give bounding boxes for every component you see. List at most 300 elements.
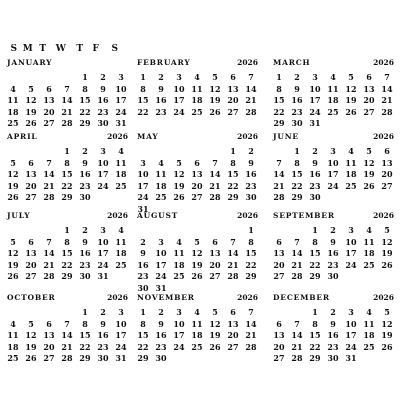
day-cell: 17: [115, 95, 127, 105]
day-cell: 15: [61, 169, 73, 179]
day-cell: 10: [97, 236, 109, 247]
day-cell: 14: [61, 330, 73, 340]
day-cell: 17: [173, 95, 185, 105]
day-cell: 6: [194, 157, 200, 168]
day-cell: 19: [25, 106, 37, 117]
day-cell: 23: [155, 341, 167, 352]
day-cell: 13: [273, 248, 285, 258]
day-cell: 21: [245, 330, 257, 340]
day-cell: 3: [158, 236, 164, 247]
day-cell: 17: [345, 330, 357, 340]
month-december: [271, 293, 396, 373]
month-january: [5, 58, 130, 138]
day-cell: 25: [191, 341, 203, 352]
day-cell: 23: [79, 180, 91, 191]
month-header: [271, 132, 396, 144]
day-cell: 29: [309, 353, 321, 363]
day-cell: 30: [97, 353, 109, 363]
day-cell: 22: [79, 341, 91, 352]
day-cell: 10: [309, 83, 321, 94]
day-cell: 14: [291, 330, 303, 340]
month-header: [5, 58, 130, 70]
day-cell: 13: [43, 95, 55, 105]
day-cell: 4: [118, 225, 124, 235]
day-cell: 29: [245, 271, 257, 281]
day-cell: 24: [345, 341, 357, 352]
day-cell: 10: [137, 169, 149, 179]
day-cell: 29: [309, 271, 321, 281]
day-cell: 14: [61, 95, 73, 105]
day-cell: 6: [366, 72, 372, 82]
day-cell: 22: [309, 259, 321, 270]
day-cell: 20: [43, 106, 55, 117]
day-cell: 6: [46, 83, 52, 94]
day-cell: 23: [155, 106, 167, 117]
day-cell: 18: [191, 95, 203, 105]
month-name: MAY: [137, 132, 159, 141]
day-cell: 2: [158, 72, 164, 82]
day-cell: 24: [327, 180, 339, 191]
day-cell: 11: [191, 318, 203, 329]
day-cell: 1: [230, 146, 236, 156]
day-cell: 26: [345, 106, 357, 117]
day-cell: 12: [25, 95, 37, 105]
day-cell: 29: [79, 353, 91, 363]
day-cell: 4: [330, 72, 336, 82]
day-cell: 25: [155, 192, 167, 202]
month-june: [271, 132, 396, 212]
day-cell: 6: [230, 72, 236, 82]
day-cell: 19: [7, 180, 19, 191]
day-cell: 25: [7, 118, 19, 128]
day-cell: 2: [100, 72, 106, 82]
day-cell: 19: [173, 180, 185, 191]
day-cell: 2: [100, 307, 106, 317]
day-cell: 7: [248, 72, 254, 82]
day-cell: 7: [276, 157, 282, 168]
day-cell: 21: [61, 106, 73, 117]
day-cell: 22: [61, 259, 73, 270]
day-cell: 10: [173, 318, 185, 329]
day-cell: 18: [363, 330, 375, 340]
day-cell: 15: [79, 330, 91, 340]
day-cell: 15: [309, 248, 321, 258]
day-cell: 31: [345, 353, 357, 363]
month-days: [271, 225, 396, 291]
month-name: NOVEMBER: [137, 293, 195, 302]
day-cell: 18: [7, 341, 19, 352]
day-cell: 3: [176, 72, 182, 82]
day-cell: 18: [7, 106, 19, 117]
day-cell: 10: [97, 157, 109, 168]
day-cell: 15: [79, 95, 91, 105]
day-cell: 30: [309, 192, 321, 202]
day-cell: 15: [245, 248, 257, 258]
day-cell: 5: [28, 318, 34, 329]
day-cell: 9: [248, 157, 254, 168]
day-cell: 3: [348, 307, 354, 317]
month-days: [5, 146, 130, 212]
month-year: 2026: [237, 211, 258, 220]
day-cell: 11: [363, 318, 375, 329]
day-cell: 28: [291, 271, 303, 281]
day-cell: 4: [10, 318, 16, 329]
day-cell: 15: [61, 248, 73, 258]
day-cell: 14: [43, 169, 55, 179]
day-cell: 25: [173, 271, 185, 281]
day-cell: 21: [245, 95, 257, 105]
day-cell: 27: [273, 353, 285, 363]
month-november: [135, 293, 260, 373]
month-name: MARCH: [273, 58, 311, 67]
day-cell: 28: [291, 353, 303, 363]
day-cell: 9: [100, 83, 106, 94]
weekday-monday: M: [22, 44, 34, 54]
day-cell: 27: [43, 118, 55, 128]
day-cell: 3: [100, 225, 106, 235]
day-cell: 13: [191, 169, 203, 179]
day-cell: 1: [312, 225, 318, 235]
day-cell: 17: [345, 248, 357, 258]
day-cell: 30: [327, 271, 339, 281]
day-cell: 11: [155, 169, 167, 179]
day-cell: 10: [345, 318, 357, 329]
day-cell: 10: [173, 83, 185, 94]
day-cell: 26: [25, 118, 37, 128]
day-cell: 16: [97, 330, 109, 340]
day-cell: 18: [115, 169, 127, 179]
day-cell: 13: [273, 330, 285, 340]
day-cell: 22: [291, 180, 303, 191]
day-cell: 27: [273, 271, 285, 281]
day-cell: 27: [25, 271, 37, 281]
month-name: JUNE: [273, 132, 299, 141]
day-cell: 30: [79, 271, 91, 281]
day-cell: 12: [209, 318, 221, 329]
month-year: 2026: [107, 293, 128, 302]
day-cell: 3: [312, 72, 318, 82]
day-cell: 24: [115, 341, 127, 352]
day-cell: 21: [209, 180, 221, 191]
day-cell: 15: [309, 330, 321, 340]
day-cell: 8: [64, 236, 70, 247]
day-cell: 20: [273, 259, 285, 270]
month-days: [135, 72, 260, 138]
day-cell: 5: [176, 157, 182, 168]
day-cell: 28: [43, 271, 55, 281]
month-days: [5, 307, 130, 373]
day-cell: 9: [140, 248, 146, 258]
day-cell: 8: [64, 157, 70, 168]
day-cell: 5: [10, 157, 16, 168]
day-cell: 28: [245, 341, 257, 352]
month-march: [271, 58, 396, 138]
day-cell: 2: [248, 146, 254, 156]
month-year: 2026: [373, 58, 394, 67]
day-cell: 25: [115, 259, 127, 270]
day-cell: 31: [309, 118, 321, 128]
month-days: [5, 72, 130, 138]
day-cell: 24: [173, 106, 185, 117]
day-cell: 20: [43, 341, 55, 352]
day-cell: 9: [330, 318, 336, 329]
day-cell: 14: [381, 83, 393, 94]
day-cell: 14: [245, 318, 257, 329]
day-cell: 29: [291, 192, 303, 202]
day-cell: 16: [137, 259, 149, 270]
day-cell: 28: [273, 192, 285, 202]
day-cell: 27: [227, 106, 239, 117]
day-cell: 22: [79, 106, 91, 117]
day-cell: 19: [191, 259, 203, 270]
month-september: [271, 211, 396, 291]
day-cell: 29: [227, 192, 239, 202]
day-cell: 21: [273, 180, 285, 191]
month-days: [271, 72, 396, 138]
day-cell: 26: [191, 271, 203, 281]
day-cell: 7: [64, 83, 70, 94]
day-cell: 18: [115, 248, 127, 258]
day-cell: 14: [245, 83, 257, 94]
day-cell: 2: [294, 72, 300, 82]
day-cell: 20: [209, 259, 221, 270]
day-cell: 17: [137, 180, 149, 191]
day-cell: 16: [155, 95, 167, 105]
month-name: APRIL: [7, 132, 38, 141]
day-cell: 3: [100, 146, 106, 156]
weekday-saturday: S: [111, 44, 119, 54]
day-cell: 11: [7, 330, 19, 340]
day-cell: 1: [312, 307, 318, 317]
day-cell: 1: [140, 307, 146, 317]
day-cell: 21: [43, 259, 55, 270]
day-cell: 21: [227, 259, 239, 270]
day-cell: 26: [7, 271, 19, 281]
day-cell: 24: [155, 271, 167, 281]
day-cell: 7: [294, 236, 300, 247]
day-cell: 29: [79, 118, 91, 128]
day-cell: 24: [97, 259, 109, 270]
month-days: [135, 225, 260, 291]
day-cell: 23: [327, 259, 339, 270]
day-cell: 4: [194, 72, 200, 82]
day-cell: 12: [209, 83, 221, 94]
day-cell: 12: [25, 330, 37, 340]
day-cell: 10: [345, 236, 357, 247]
day-cell: 17: [115, 330, 127, 340]
day-cell: 13: [227, 83, 239, 94]
day-cell: 8: [82, 83, 88, 94]
day-cell: 18: [173, 259, 185, 270]
day-cell: 30: [245, 192, 257, 202]
day-cell: 15: [291, 169, 303, 179]
day-cell: 6: [46, 318, 52, 329]
day-cell: 30: [97, 118, 109, 128]
day-cell: 23: [327, 341, 339, 352]
day-cell: 21: [291, 341, 303, 352]
day-cell: 29: [61, 192, 73, 202]
day-cell: 13: [209, 248, 221, 258]
day-cell: 2: [82, 225, 88, 235]
day-cell: 26: [209, 341, 221, 352]
day-cell: 6: [384, 146, 390, 156]
month-july: [5, 211, 130, 291]
day-cell: 11: [191, 83, 203, 94]
day-cell: 3: [330, 146, 336, 156]
day-cell: 16: [97, 95, 109, 105]
day-cell: 1: [82, 72, 88, 82]
day-cell: 17: [309, 95, 321, 105]
day-cell: 6: [230, 307, 236, 317]
day-cell: 22: [273, 106, 285, 117]
day-cell: 2: [82, 146, 88, 156]
day-cell: 28: [61, 353, 73, 363]
day-cell: 7: [230, 236, 236, 247]
day-cell: 24: [97, 180, 109, 191]
day-cell: 8: [276, 83, 282, 94]
month-name: JANUARY: [7, 58, 53, 67]
day-cell: 7: [294, 318, 300, 329]
month-days: [135, 146, 260, 212]
day-cell: 1: [276, 72, 282, 82]
day-cell: 5: [384, 307, 390, 317]
day-cell: 6: [276, 236, 282, 247]
day-cell: 21: [381, 95, 393, 105]
day-cell: 12: [363, 157, 375, 168]
day-cell: 6: [212, 236, 218, 247]
day-cell: 5: [348, 72, 354, 82]
day-cell: 5: [194, 236, 200, 247]
day-cell: 6: [28, 157, 34, 168]
month-days: [271, 307, 396, 373]
day-cell: 31: [115, 353, 127, 363]
month-header: [135, 58, 260, 70]
day-cell: 26: [381, 259, 393, 270]
day-cell: 31: [155, 282, 167, 293]
day-cell: 14: [43, 248, 55, 258]
month-year: 2026: [237, 293, 258, 302]
day-cell: 19: [381, 330, 393, 340]
day-cell: 4: [118, 146, 124, 156]
day-cell: 29: [273, 118, 285, 128]
day-cell: 25: [115, 180, 127, 191]
day-cell: 11: [363, 236, 375, 247]
day-cell: 27: [381, 180, 393, 191]
day-cell: 10: [115, 318, 127, 329]
month-year: 2026: [373, 293, 394, 302]
day-cell: 28: [227, 271, 239, 281]
day-cell: 24: [137, 192, 149, 202]
month-header: [5, 211, 130, 223]
day-cell: 23: [137, 271, 149, 281]
day-cell: 2: [140, 236, 146, 247]
day-cell: 5: [10, 236, 16, 247]
day-cell: 16: [79, 248, 91, 258]
day-cell: 23: [97, 106, 109, 117]
day-cell: 4: [176, 236, 182, 247]
day-cell: 17: [155, 259, 167, 270]
day-cell: 18: [345, 169, 357, 179]
day-cell: 16: [79, 169, 91, 179]
day-cell: 12: [381, 318, 393, 329]
day-cell: 1: [82, 307, 88, 317]
day-cell: 9: [82, 157, 88, 168]
month-header: [271, 58, 396, 70]
weekday-thursday: T: [76, 44, 84, 54]
day-cell: 11: [7, 95, 19, 105]
day-cell: 6: [28, 236, 34, 247]
day-cell: 16: [309, 169, 321, 179]
day-cell: 1: [64, 225, 70, 235]
day-cell: 20: [227, 330, 239, 340]
day-cell: 20: [25, 259, 37, 270]
day-cell: 4: [10, 83, 16, 94]
day-cell: 7: [384, 72, 390, 82]
month-year: 2026: [373, 132, 394, 141]
month-days: [135, 307, 260, 373]
day-cell: 22: [309, 341, 321, 352]
day-cell: 4: [366, 307, 372, 317]
day-cell: 4: [348, 146, 354, 156]
day-cell: 5: [212, 307, 218, 317]
day-cell: 25: [7, 353, 19, 363]
day-cell: 18: [155, 180, 167, 191]
month-name: SEPTEMBER: [273, 211, 335, 220]
day-cell: 8: [312, 318, 318, 329]
month-header: [271, 293, 396, 305]
day-cell: 9: [100, 318, 106, 329]
day-cell: 21: [61, 341, 73, 352]
day-cell: 15: [137, 95, 149, 105]
day-cell: 24: [309, 106, 321, 117]
day-cell: 2: [330, 225, 336, 235]
day-cell: 20: [25, 180, 37, 191]
day-cell: 23: [245, 180, 257, 191]
day-cell: 18: [363, 248, 375, 258]
month-name: DECEMBER: [273, 293, 330, 302]
day-cell: 11: [173, 248, 185, 258]
day-cell: 27: [227, 341, 239, 352]
day-cell: 5: [212, 72, 218, 82]
day-cell: 31: [137, 203, 149, 214]
weekday-wednesday: W: [55, 44, 67, 54]
day-cell: 30: [155, 353, 167, 363]
day-cell: 19: [209, 95, 221, 105]
day-cell: 30: [327, 353, 339, 363]
day-cell: 3: [348, 225, 354, 235]
day-cell: 20: [381, 169, 393, 179]
day-cell: 22: [137, 341, 149, 352]
day-cell: 12: [7, 169, 19, 179]
day-cell: 21: [291, 259, 303, 270]
day-cell: 11: [327, 83, 339, 94]
day-cell: 17: [327, 169, 339, 179]
day-cell: 11: [115, 157, 127, 168]
day-cell: 19: [363, 169, 375, 179]
day-cell: 27: [43, 353, 55, 363]
day-cell: 16: [245, 169, 257, 179]
day-cell: 24: [345, 259, 357, 270]
day-cell: 14: [291, 248, 303, 258]
month-header: [135, 132, 260, 144]
month-year: 2026: [237, 58, 258, 67]
day-cell: 13: [25, 169, 37, 179]
month-header: [5, 132, 130, 144]
weekday-tuesday: T: [39, 44, 47, 54]
month-days: [271, 146, 396, 212]
day-cell: 19: [7, 259, 19, 270]
day-cell: 16: [327, 248, 339, 258]
